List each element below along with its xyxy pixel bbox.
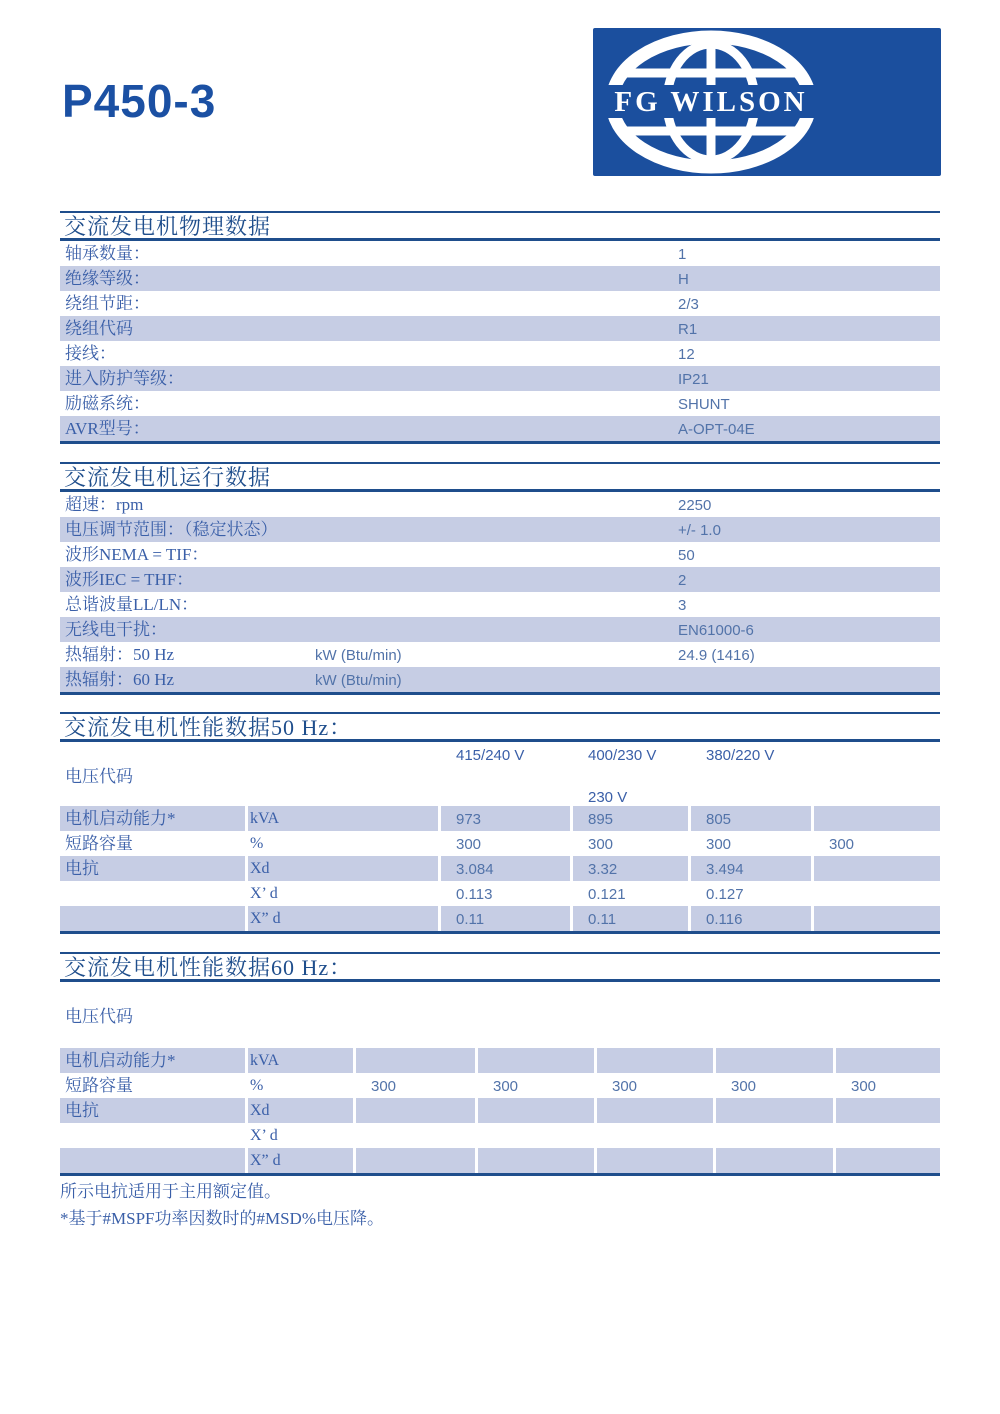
spec-value: +/- 1.0 (678, 522, 721, 539)
spec-row (60, 241, 940, 266)
spec-value (716, 1123, 833, 1148)
voltage-column (814, 745, 940, 767)
spec-unit: Xd (248, 1098, 353, 1123)
performance-60hz-table (60, 1048, 940, 1176)
spec-unit: X” d (248, 1148, 353, 1173)
footnote: *基于#MSPF功率因数时的#MSD%电压降。 (60, 1209, 384, 1228)
spec-label: 进入防护等级： (65, 369, 184, 388)
voltage-subcolumn: 230 V (588, 789, 628, 806)
section-alternator-operating-data (60, 462, 940, 695)
spec-value (836, 1123, 940, 1148)
spec-label: 波形IEC = THF： (65, 570, 194, 589)
spec-value: 0.11 (573, 906, 688, 931)
spec-value (356, 1098, 475, 1123)
spec-value (478, 1048, 594, 1073)
spec-value: 300 (612, 1078, 638, 1095)
spec-value: 300 (456, 836, 482, 853)
spec-value (814, 906, 940, 931)
spec-unit: Xd (248, 856, 438, 881)
spec-unit: kW (Btu/min) (315, 672, 402, 689)
spec-value (814, 856, 940, 881)
spec-label: 超速：rpm (65, 495, 144, 514)
spec-row (60, 881, 940, 906)
spec-unit: kVA (248, 1048, 353, 1073)
spec-value: 805 (691, 806, 811, 831)
spec-unit: % (250, 1077, 264, 1094)
spec-unit (315, 567, 675, 592)
voltage-code-label: 电压代码 (65, 767, 133, 786)
spec-label: 无线电干扰： (65, 620, 167, 639)
spec-row (60, 806, 940, 831)
voltage-column: 380/220 V (706, 747, 775, 764)
spec-row (60, 592, 940, 617)
spec-row (60, 416, 940, 441)
spec-unit: X’ d (250, 885, 278, 902)
voltage-columns-row (60, 745, 940, 767)
globe-icon (593, 28, 941, 176)
spec-value: 300 (706, 836, 732, 853)
spec-row (60, 391, 940, 416)
spec-label: 电机启动能力* (60, 806, 245, 831)
spec-value: H (678, 271, 689, 288)
spec-value (597, 1148, 713, 1173)
spec-row (60, 1098, 940, 1123)
spec-value: 0.116 (691, 906, 811, 931)
spec-label (60, 881, 245, 906)
spec-value (478, 1098, 594, 1123)
spec-value (597, 1098, 713, 1123)
spec-unit (315, 542, 675, 567)
spec-row (60, 266, 940, 291)
spec-value: EN61000-6 (678, 622, 754, 639)
page-title: P450-3 (62, 75, 217, 127)
spec-row (60, 1073, 940, 1098)
spec-unit: X” d (248, 906, 438, 931)
spec-row (60, 542, 940, 567)
spec-value: 895 (573, 806, 688, 831)
spec-value: 300 (493, 1078, 519, 1095)
spec-value (356, 1048, 475, 1073)
operating-data-table (60, 492, 940, 695)
spec-row (60, 492, 940, 517)
spec-label (60, 1123, 245, 1148)
footnote: 所示电抗适用于主用额定值。 (60, 1182, 281, 1201)
spec-value: 2250 (678, 497, 712, 514)
spec-label (60, 1148, 245, 1173)
spec-value: 300 (588, 836, 614, 853)
spec-row (60, 617, 940, 642)
spec-row (60, 1148, 940, 1173)
brand-logo (593, 28, 941, 176)
spec-value: 300 (731, 1078, 757, 1095)
spec-value (597, 1048, 713, 1073)
spec-value: 300 (829, 836, 855, 853)
brand-name: FG WILSON (614, 86, 808, 118)
spec-value: 3 (678, 597, 687, 614)
spec-label: 热辐射：50 Hz (65, 645, 175, 664)
voltage-column: 415/240 V (456, 747, 525, 764)
spec-unit: kVA (248, 806, 438, 831)
performance-50hz-table (60, 806, 940, 934)
spec-value (356, 1123, 475, 1148)
spec-value: 3.084 (441, 856, 570, 881)
footnotes (60, 1178, 384, 1232)
spec-row (60, 831, 940, 856)
spec-value (836, 1048, 940, 1073)
spec-value (836, 1098, 940, 1123)
spec-row (60, 567, 940, 592)
spec-row (60, 341, 940, 366)
spec-value (716, 1048, 833, 1073)
spec-row (60, 642, 940, 667)
spec-unit (315, 592, 675, 617)
spec-value: 24.9 (1416) (678, 647, 755, 664)
spec-unit (315, 492, 675, 517)
spec-label: 励磁系统： (65, 394, 150, 413)
spec-row (60, 856, 940, 881)
spec-unit: % (250, 835, 264, 852)
spec-row (60, 517, 940, 542)
spec-unit (315, 517, 675, 542)
spec-value: IP21 (678, 371, 709, 388)
voltage-header-60hz (60, 982, 940, 1048)
spec-label: 电抗 (60, 856, 245, 881)
spec-value (814, 806, 940, 831)
spec-label: AVR型号： (65, 419, 150, 438)
spec-value (836, 1148, 940, 1173)
spec-value (478, 1123, 594, 1148)
spec-value: 300 (371, 1078, 397, 1095)
spec-label: 接线： (65, 344, 116, 363)
section-heading: 交流发电机性能数据50 Hz： (60, 712, 940, 742)
spec-value: 12 (678, 346, 695, 363)
spec-value: 0.113 (456, 886, 493, 903)
spec-label: 总谐波量LL/LN： (65, 595, 199, 614)
spec-unit (315, 617, 675, 642)
spec-label (60, 906, 245, 931)
spec-value: 3.32 (573, 856, 688, 881)
spec-value: 300 (851, 1078, 877, 1095)
voltage-code-label: 电压代码 (65, 1007, 133, 1026)
spec-value: 0.11 (441, 906, 570, 931)
spec-label: 绕组代码 (65, 319, 133, 338)
section-alternator-physical-data (60, 211, 940, 444)
spec-label: 电抗 (60, 1098, 245, 1123)
spec-value: 0.121 (588, 886, 626, 903)
spec-value: 973 (441, 806, 570, 831)
spec-label: 波形NEMA = TIF： (65, 545, 209, 564)
spec-value: 2/3 (678, 296, 699, 313)
spec-label: 电机启动能力* (60, 1048, 245, 1073)
spec-unit: X’ d (250, 1127, 278, 1144)
spec-unit: kW (Btu/min) (315, 647, 402, 664)
spec-label: 短路容量 (65, 1076, 133, 1095)
spec-value (716, 1148, 833, 1173)
spec-row (60, 1123, 940, 1148)
spec-value (356, 1148, 475, 1173)
spec-row (60, 667, 940, 692)
section-performance-50hz (60, 712, 940, 934)
spec-label: 绝缘等级： (65, 269, 150, 288)
spec-value: 1 (678, 246, 687, 263)
spec-value: 0.127 (706, 886, 744, 903)
spec-value: SHUNT (678, 396, 730, 413)
spec-value: 3.494 (691, 856, 811, 881)
spec-row (60, 316, 940, 341)
spec-label: 电压调节范围：（稳定状态） (65, 520, 278, 539)
spec-value: 50 (678, 547, 695, 564)
voltage-header-50hz (60, 742, 940, 806)
spec-value (478, 1148, 594, 1173)
spec-row (60, 906, 940, 931)
physical-data-table (60, 241, 940, 444)
spec-value (597, 1123, 713, 1148)
spec-value (675, 667, 940, 692)
spec-value (814, 881, 940, 906)
spec-label: 绕组节距： (65, 294, 150, 313)
section-performance-60hz (60, 952, 940, 1176)
section-heading: 交流发电机运行数据 (60, 462, 940, 492)
spec-label: 轴承数量： (65, 244, 150, 263)
spec-row (60, 1048, 940, 1073)
spec-label: 短路容量 (65, 834, 133, 853)
spec-label: 热辐射：60 Hz (65, 670, 175, 689)
section-heading: 交流发电机性能数据60 Hz： (60, 952, 940, 982)
spec-value: A-OPT-04E (678, 421, 755, 438)
spec-value (716, 1098, 833, 1123)
voltage-column: 400/230 V (588, 747, 657, 764)
section-heading: 交流发电机物理数据 (60, 211, 940, 241)
spec-value: R1 (678, 321, 698, 338)
spec-value: 2 (678, 572, 687, 589)
spec-row (60, 366, 940, 391)
spec-row (60, 291, 940, 316)
